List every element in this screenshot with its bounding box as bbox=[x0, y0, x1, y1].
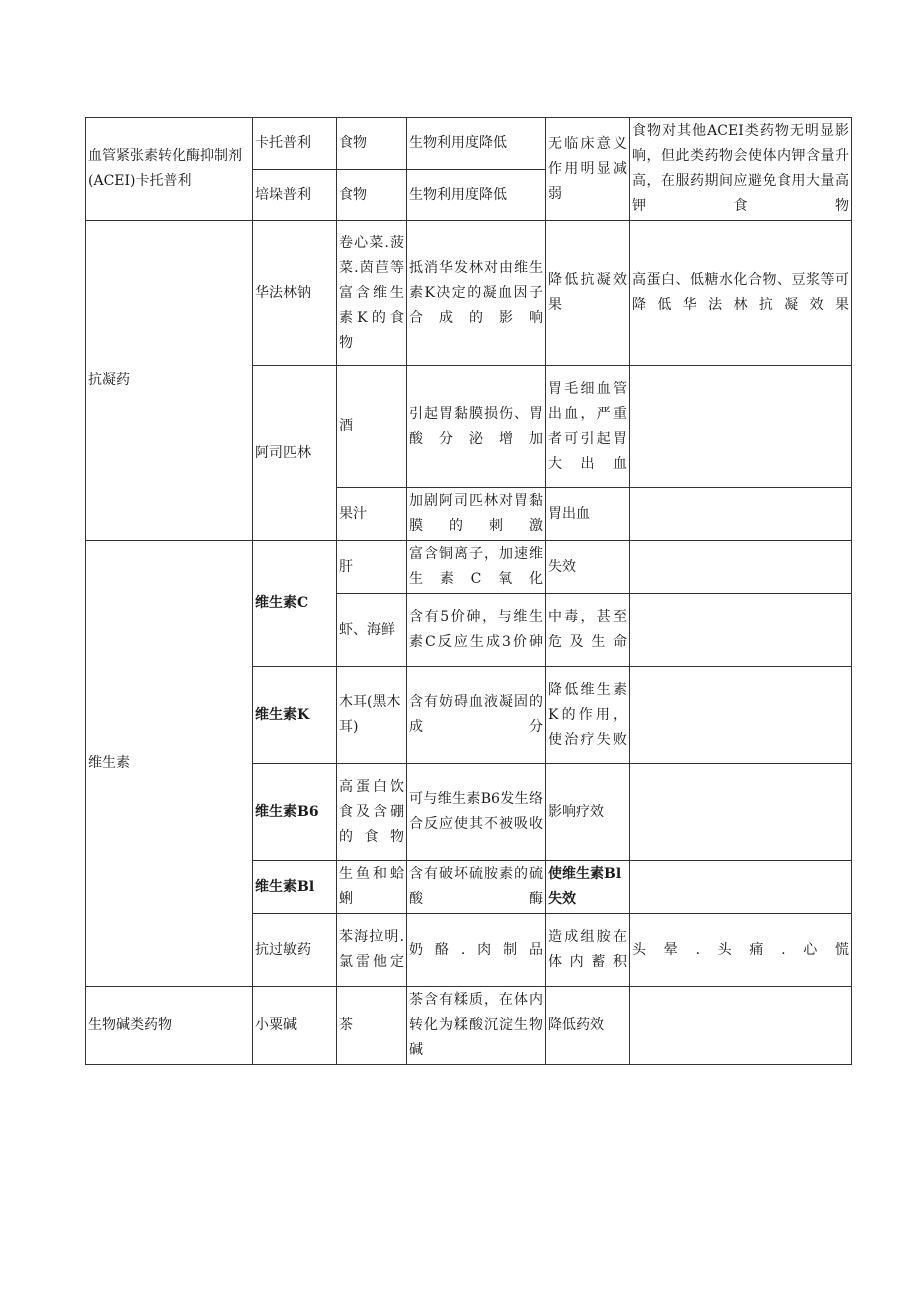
note-cell bbox=[630, 861, 852, 914]
table-row bbox=[86, 987, 852, 1065]
result-cell: 影响疗效 bbox=[546, 764, 630, 861]
food-cell: 木耳(黑木耳) bbox=[337, 667, 407, 764]
food-cell: 酒 bbox=[337, 366, 407, 488]
mechanism-cell: 加剧阿司匹林对胃黏膜的刺激 bbox=[407, 488, 546, 541]
mechanism-cell: 抵消华发林对由维生素K决定的凝血因子合成的影响 bbox=[407, 221, 546, 366]
mechanism-cell: 富含铜离子，加速维生素C氧化 bbox=[407, 541, 546, 594]
food-cell: 卷心菜.菠菜.茵苣等富含维生素K的食物 bbox=[337, 221, 407, 366]
result-cell: 失效 bbox=[546, 541, 630, 594]
drug-cell: 苯海拉明.氯雷他定 bbox=[337, 914, 407, 987]
note-cell bbox=[630, 764, 852, 861]
table-row bbox=[86, 118, 852, 170]
mechanism-cell: 造成组胺在体内蓄积 bbox=[546, 914, 630, 987]
note-cell bbox=[630, 366, 852, 488]
food-cell: 虾、海鲜 bbox=[337, 594, 407, 667]
category-cell: 生物碱类药物 bbox=[86, 987, 253, 1065]
mechanism-cell: 生物利用度降低 bbox=[407, 170, 546, 221]
result-cell: 使维生素Bl失效 bbox=[546, 861, 630, 914]
result-cell: 中毒，甚至危及生命 bbox=[546, 594, 630, 667]
result-cell: 头晕.头痛.心慌 bbox=[630, 914, 852, 987]
drug-cell: 华法林钠 bbox=[253, 221, 337, 366]
food-cell: 食物 bbox=[337, 118, 407, 170]
drug-food-interaction-table bbox=[85, 117, 852, 1065]
drug-cell: 维生素K bbox=[253, 667, 337, 764]
note-cell: 高蛋白、低糖水化合物、豆浆等可降低华法林抗凝效果 bbox=[630, 221, 852, 366]
category-cell: 血管紧张素转化酶抑制剂(ACEI)卡托普利 bbox=[86, 118, 253, 221]
drug-cell: 卡托普利 bbox=[253, 118, 337, 170]
result-cell: 降低药效 bbox=[546, 987, 630, 1065]
mechanism-cell: 含有妨碍血液凝固的成分 bbox=[407, 667, 546, 764]
drug-cell: 小粟碱 bbox=[253, 987, 337, 1065]
drug-cell: 培垛普利 bbox=[253, 170, 337, 221]
food-cell: 茶 bbox=[337, 987, 407, 1065]
mechanism-cell: 含有5价砷，与维生素C反应生成3价砷 bbox=[407, 594, 546, 667]
result-cell: 胃毛细血管出血，严重者可引起胃大出血 bbox=[546, 366, 630, 488]
mechanism-cell: 可与维生素B6发生络合反应使其不被吸收 bbox=[407, 764, 546, 861]
note-cell: 食物对其他ACEI类药物无明显影响，但此类药物会使体内钾含量升高，在服药期间应避免食用大量高钾食物 bbox=[630, 118, 852, 221]
result-cell: 降低抗凝效果 bbox=[546, 221, 630, 366]
note-cell bbox=[630, 594, 852, 667]
mechanism-cell: 引起胃黏膜损伤、胃酸分泌增加 bbox=[407, 366, 546, 488]
food-cell: 奶酪.肉制品 bbox=[407, 914, 546, 987]
table-row bbox=[86, 541, 852, 594]
mechanism-cell: 茶含有糅质，在体内转化为糅酸沉淀生物碱 bbox=[407, 987, 546, 1065]
note-cell bbox=[630, 987, 852, 1065]
food-cell: 生鱼和蛤蜊 bbox=[337, 861, 407, 914]
result-cell: 降低维生素K的作用，使治疗失败 bbox=[546, 667, 630, 764]
food-cell: 果汁 bbox=[337, 488, 407, 541]
food-cell: 食物 bbox=[337, 170, 407, 221]
drug-cell: 阿司匹林 bbox=[253, 366, 337, 541]
food-cell: 肝 bbox=[337, 541, 407, 594]
result-cell: 胃出血 bbox=[546, 488, 630, 541]
category-cell: 抗过敏药 bbox=[253, 914, 337, 987]
note-cell bbox=[630, 667, 852, 764]
mechanism-cell: 含有破坏硫胺素的硫酸酶 bbox=[407, 861, 546, 914]
food-cell: 高蛋白饮食及含硼的食物 bbox=[337, 764, 407, 861]
mechanism-cell: 生物利用度降低 bbox=[407, 118, 546, 170]
note-cell bbox=[630, 488, 852, 541]
drug-cell: 维生素B6 bbox=[253, 764, 337, 861]
category-cell: 抗凝药 bbox=[86, 221, 253, 541]
table-row bbox=[86, 221, 852, 366]
note-cell bbox=[630, 541, 852, 594]
result-cell: 无临床意义作用明显减弱 bbox=[546, 118, 630, 221]
drug-cell: 维生素C bbox=[253, 541, 337, 667]
drug-cell: 维生素Bl bbox=[253, 861, 337, 914]
category-cell: 维生素 bbox=[86, 541, 253, 987]
